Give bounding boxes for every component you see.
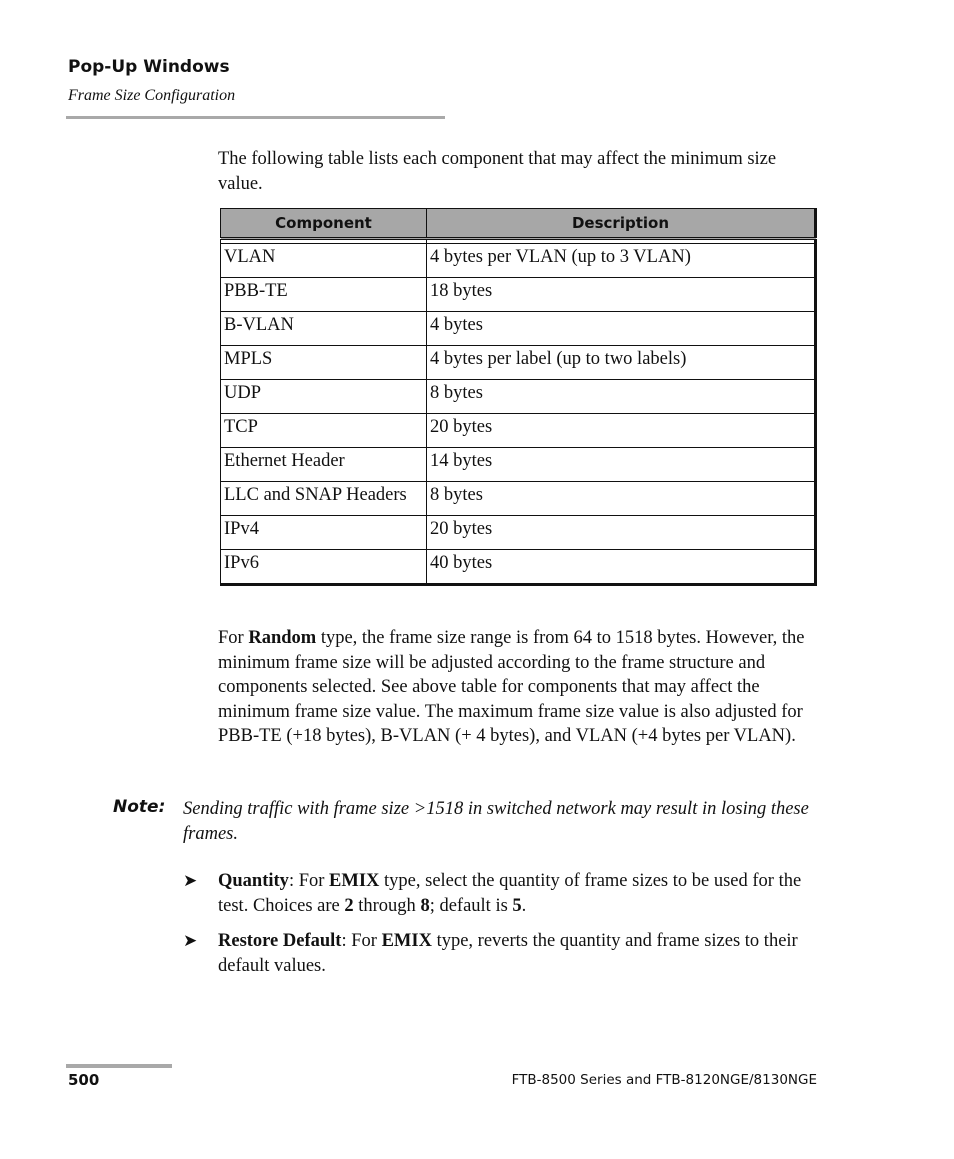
component-cell: TCP xyxy=(221,414,427,448)
product-name: FTB-8500 Series and FTB-8120NGE/8130NGE xyxy=(511,1072,817,1088)
description-cell: 20 bytes xyxy=(427,414,816,448)
column-header-component: Component xyxy=(221,209,427,239)
quantity-max: 8 xyxy=(420,895,430,916)
header-divider xyxy=(66,116,445,119)
component-cell: IPv6 xyxy=(221,550,427,585)
restore-text: type, reverts the quantity and frame sizes to their default values. xyxy=(218,931,798,976)
bullet-arrow-icon: ➤ xyxy=(183,931,198,950)
restore-text: : For xyxy=(341,931,382,951)
table-body xyxy=(221,239,816,585)
table-row xyxy=(221,414,816,448)
quantity-text: type, select the quantity of frame sizes to be used for the test. Choices are xyxy=(218,871,802,916)
quantity-text: . xyxy=(521,895,527,916)
table-row xyxy=(221,448,816,482)
note-label: Note: xyxy=(113,797,166,817)
description-cell: 4 bytes per VLAN (up to 3 VLAN) xyxy=(427,244,816,278)
component-cell: Ethernet Header xyxy=(221,448,427,482)
description-cell: 18 bytes xyxy=(427,278,816,312)
quantity-default: 5 xyxy=(512,895,522,916)
quantity-text: : For xyxy=(288,871,330,891)
description-cell: 20 bytes xyxy=(427,516,816,550)
component-table-container xyxy=(220,208,816,586)
table-row xyxy=(221,516,816,550)
component-cell: UDP xyxy=(221,380,427,414)
description-cell: 8 bytes xyxy=(427,482,816,516)
component-cell: VLAN xyxy=(221,244,427,278)
component-cell: LLC and SNAP Headers xyxy=(221,482,427,516)
note-text: Sending traffic with frame size >1518 in switched network may result in losing these frames. xyxy=(183,799,809,844)
table-header-row xyxy=(221,209,816,239)
component-cell: IPv4 xyxy=(221,516,427,550)
quantity-bullet xyxy=(218,869,818,918)
quantity-min: 2 xyxy=(344,895,354,916)
component-cell: B-VLAN xyxy=(221,312,427,346)
restore-emix: EMIX xyxy=(381,931,432,951)
quantity-text: ; default is xyxy=(429,895,513,916)
restore-default-bullet xyxy=(218,929,818,978)
column-header-description: Description xyxy=(427,209,816,239)
description-cell: 8 bytes xyxy=(427,380,816,414)
footer-divider xyxy=(66,1064,172,1068)
component-cell: MPLS xyxy=(221,346,427,380)
table-row xyxy=(221,312,816,346)
quantity-emix: EMIX xyxy=(329,871,380,891)
random-term: Random xyxy=(248,628,317,648)
table-row xyxy=(221,346,816,380)
quantity-text: through xyxy=(353,895,421,916)
component-cell: PBB-TE xyxy=(221,278,427,312)
random-text-before: For xyxy=(218,628,249,648)
description-cell: 4 bytes xyxy=(427,312,816,346)
random-paragraph xyxy=(218,626,818,749)
section-subtitle: Frame Size Configuration xyxy=(68,87,236,104)
description-cell: 4 bytes per label (up to two labels) xyxy=(427,346,816,380)
table-row xyxy=(221,278,816,312)
description-cell: 40 bytes xyxy=(427,550,816,585)
component-table xyxy=(220,208,817,586)
page-number: 500 xyxy=(68,1071,100,1089)
bullet-arrow-icon: ➤ xyxy=(183,871,198,890)
intro-paragraph: The following table lists each component that may affect the minimum size value. xyxy=(218,149,777,194)
table-row xyxy=(221,380,816,414)
table-row xyxy=(221,244,816,278)
description-cell: 14 bytes xyxy=(427,448,816,482)
table-row xyxy=(221,482,816,516)
section-title: Pop-Up Windows xyxy=(68,57,230,77)
quantity-term: Quantity xyxy=(218,871,289,891)
random-text-after: type, the frame size range is from 64 to 1518 bytes. However, the minimum frame size will be adjusted according to the frame structure and components selected. See above table for components that may affect the minimum frame size value. The maximum frame size value is also adjusted for PBB-TE (+18 bytes), B-VLAN (+ 4 bytes), and VLAN (+4 bytes per VLAN). xyxy=(218,628,805,747)
restore-term: Restore Default xyxy=(218,931,342,951)
table-row xyxy=(221,550,816,585)
